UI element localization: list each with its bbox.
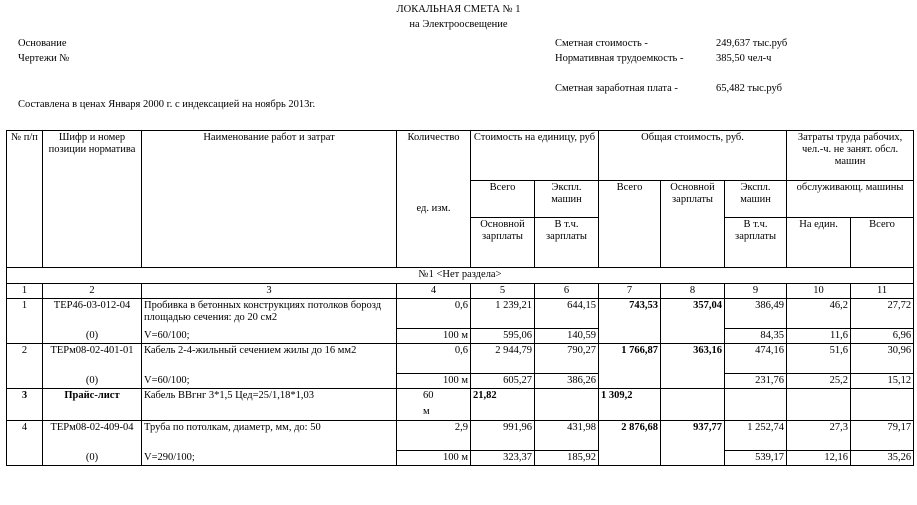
table-subrow (7, 374, 914, 389)
row-c11: 6,96 (851, 329, 914, 344)
header-basic-wage-total: Основной зарплаты (661, 181, 725, 268)
row-c11: 27,72 (851, 299, 914, 329)
row-unit: 100 м (397, 374, 471, 389)
col-number: 7 (599, 284, 661, 299)
header-total-labor: Всего (851, 218, 914, 268)
row-c11-empty (851, 389, 914, 421)
row-c10: 27,3 (787, 421, 851, 451)
row-code: Прайс-лист (43, 389, 142, 421)
row-num-empty (7, 451, 43, 466)
row-c5: 595,06 (471, 329, 535, 344)
row-name: V=60/100; (142, 374, 397, 389)
row-c11: 35,26 (851, 451, 914, 466)
col-number: 10 (787, 284, 851, 299)
table-row (7, 299, 914, 329)
row-code: ТЕРм08-02-401-01 (43, 344, 142, 374)
row-c9: 1 252,74 (725, 421, 787, 451)
row-qty: 0,6 (397, 344, 471, 374)
col-number: 6 (535, 284, 599, 299)
header-unit: ед. изм. (397, 181, 471, 268)
row-num: 1 (7, 299, 43, 329)
header-unit-cost: Стоимость на единицу, руб (471, 131, 599, 181)
row-c6: 431,98 (535, 421, 599, 451)
row-c6: 140,59 (535, 329, 599, 344)
row-c10-empty (787, 389, 851, 421)
row-c10: 25,2 (787, 374, 851, 389)
labor-value: 385,50 чел-ч (716, 53, 772, 64)
header-qty: Количество (397, 131, 471, 181)
row-name: Труба по потолкам, диаметр, мм, до: 50 (142, 421, 397, 451)
header-num: № п/п (7, 131, 43, 268)
row-c5: 21,82 (471, 389, 535, 421)
row-c5: 1 239,21 (471, 299, 535, 329)
labor-label: Нормативная трудоемкость - (555, 53, 684, 64)
row-c6: 185,92 (535, 451, 599, 466)
basis-label: Основание (18, 38, 67, 49)
header-code: Шифр и номер позиции норматива (43, 131, 142, 268)
row-num-empty (7, 374, 43, 389)
col-number: 4 (397, 284, 471, 299)
col-number: 1 (7, 284, 43, 299)
row-qty: 2,9 (397, 421, 471, 451)
document-subtitle: на Электроосвещение (409, 19, 508, 30)
wage-label: Сметная заработная плата - (555, 83, 678, 94)
header-total-cost: Общая стоимость, руб. (599, 131, 787, 181)
col-number: 9 (725, 284, 787, 299)
table-row (7, 421, 914, 451)
row-c6-empty (535, 389, 599, 421)
table-row (7, 389, 914, 421)
row-qty: 60 (423, 390, 434, 401)
row-c6: 790,27 (535, 344, 599, 374)
header-name: Наименование работ и затрат (142, 131, 397, 268)
row-c8-empty (661, 389, 725, 421)
table-subrow (7, 451, 914, 466)
header-serving-machines: обслуживающ. машины (787, 181, 914, 218)
row-code: ТЕР46-03-012-04 (43, 299, 142, 329)
document-title: ЛОКАЛЬНАЯ СМЕТА № 1 (396, 4, 521, 15)
col-number: 11 (851, 284, 914, 299)
row-c6: 386,26 (535, 374, 599, 389)
row-c9: 84,35 (725, 329, 787, 344)
table-subrow (7, 329, 914, 344)
row-c7: 743,53 (599, 299, 661, 344)
row-c9-empty (725, 389, 787, 421)
row-c8: 357,04 (661, 299, 725, 344)
header-all-total: Всего (599, 181, 661, 268)
row-qty: 0,6 (397, 299, 471, 329)
row-c11: 79,17 (851, 421, 914, 451)
header-labor: Затраты труда рабочих, чел.-ч. не занят. обсл. машин (787, 131, 914, 181)
header-incl-wage-total: В т.ч. зарплаты (725, 218, 787, 268)
row-c10: 51,6 (787, 344, 851, 374)
row-name: Кабель 2-4-жильный сечением жилы до 16 мм2 (142, 344, 397, 374)
row-c9: 386,49 (725, 299, 787, 329)
row-qty-unit (397, 389, 471, 421)
row-c5: 605,27 (471, 374, 535, 389)
row-num: 3 (7, 389, 43, 421)
row-unit: 100 м (397, 451, 471, 466)
row-c6: 644,15 (535, 299, 599, 329)
row-c11: 15,12 (851, 374, 914, 389)
cost-value: 249,637 тыс.руб (716, 38, 788, 49)
row-c9: 231,76 (725, 374, 787, 389)
row-unit: м (423, 406, 430, 417)
row-code: (0) (43, 374, 142, 389)
header-incl-wage: В т.ч. зарплаты (535, 218, 599, 268)
col-number: 5 (471, 284, 535, 299)
row-c8: 363,16 (661, 344, 725, 389)
cost-label: Сметная стоимость - (555, 38, 648, 49)
header-basic-wage: Основной зарплаты (471, 218, 535, 268)
estimate-table (6, 130, 914, 466)
row-c8: 937,77 (661, 421, 725, 466)
row-c9: 539,17 (725, 451, 787, 466)
row-num: 4 (7, 421, 43, 451)
header-all: Всего (471, 181, 535, 218)
row-name: Кабель ВВгнг 3*1,5 Цед=25/1,18*1,03 (142, 389, 397, 421)
row-c5: 323,37 (471, 451, 535, 466)
row-name: V=60/100; (142, 329, 397, 344)
col-number: 2 (43, 284, 142, 299)
row-code: (0) (43, 451, 142, 466)
row-code: ТЕРм08-02-409-04 (43, 421, 142, 451)
col-number: 8 (661, 284, 725, 299)
row-name: Пробивка в бетонных конструкциях потолков борозд площадью сечения: до 20 см2 (142, 299, 397, 329)
row-c10: 11,6 (787, 329, 851, 344)
row-num: 2 (7, 344, 43, 374)
section-title: №1 <Нет раздела> (7, 268, 914, 284)
row-c10: 46,2 (787, 299, 851, 329)
col-number: 3 (142, 284, 397, 299)
header-per-unit: На един. (787, 218, 851, 268)
row-c5: 2 944,79 (471, 344, 535, 374)
row-c10: 12,16 (787, 451, 851, 466)
table-row (7, 344, 914, 374)
row-num-empty (7, 329, 43, 344)
wage-value: 65,482 тыс.руб (716, 83, 782, 94)
row-c11: 30,96 (851, 344, 914, 374)
row-code: (0) (43, 329, 142, 344)
row-c7: 2 876,68 (599, 421, 661, 466)
header-machines-total: Экспл. машин (725, 181, 787, 218)
header-machines: Экспл. машин (535, 181, 599, 218)
prices-note: Составлена в ценах Января 2000 г. с индексацией на ноябрь 2013г. (18, 99, 316, 110)
row-c5: 991,96 (471, 421, 535, 451)
row-name: V=290/100; (142, 451, 397, 466)
row-c9: 474,16 (725, 344, 787, 374)
row-c7: 1 766,87 (599, 344, 661, 389)
row-c7: 1 309,2 (599, 389, 661, 421)
row-unit: 100 м (397, 329, 471, 344)
drawings-label: Чертежи № (18, 53, 70, 64)
